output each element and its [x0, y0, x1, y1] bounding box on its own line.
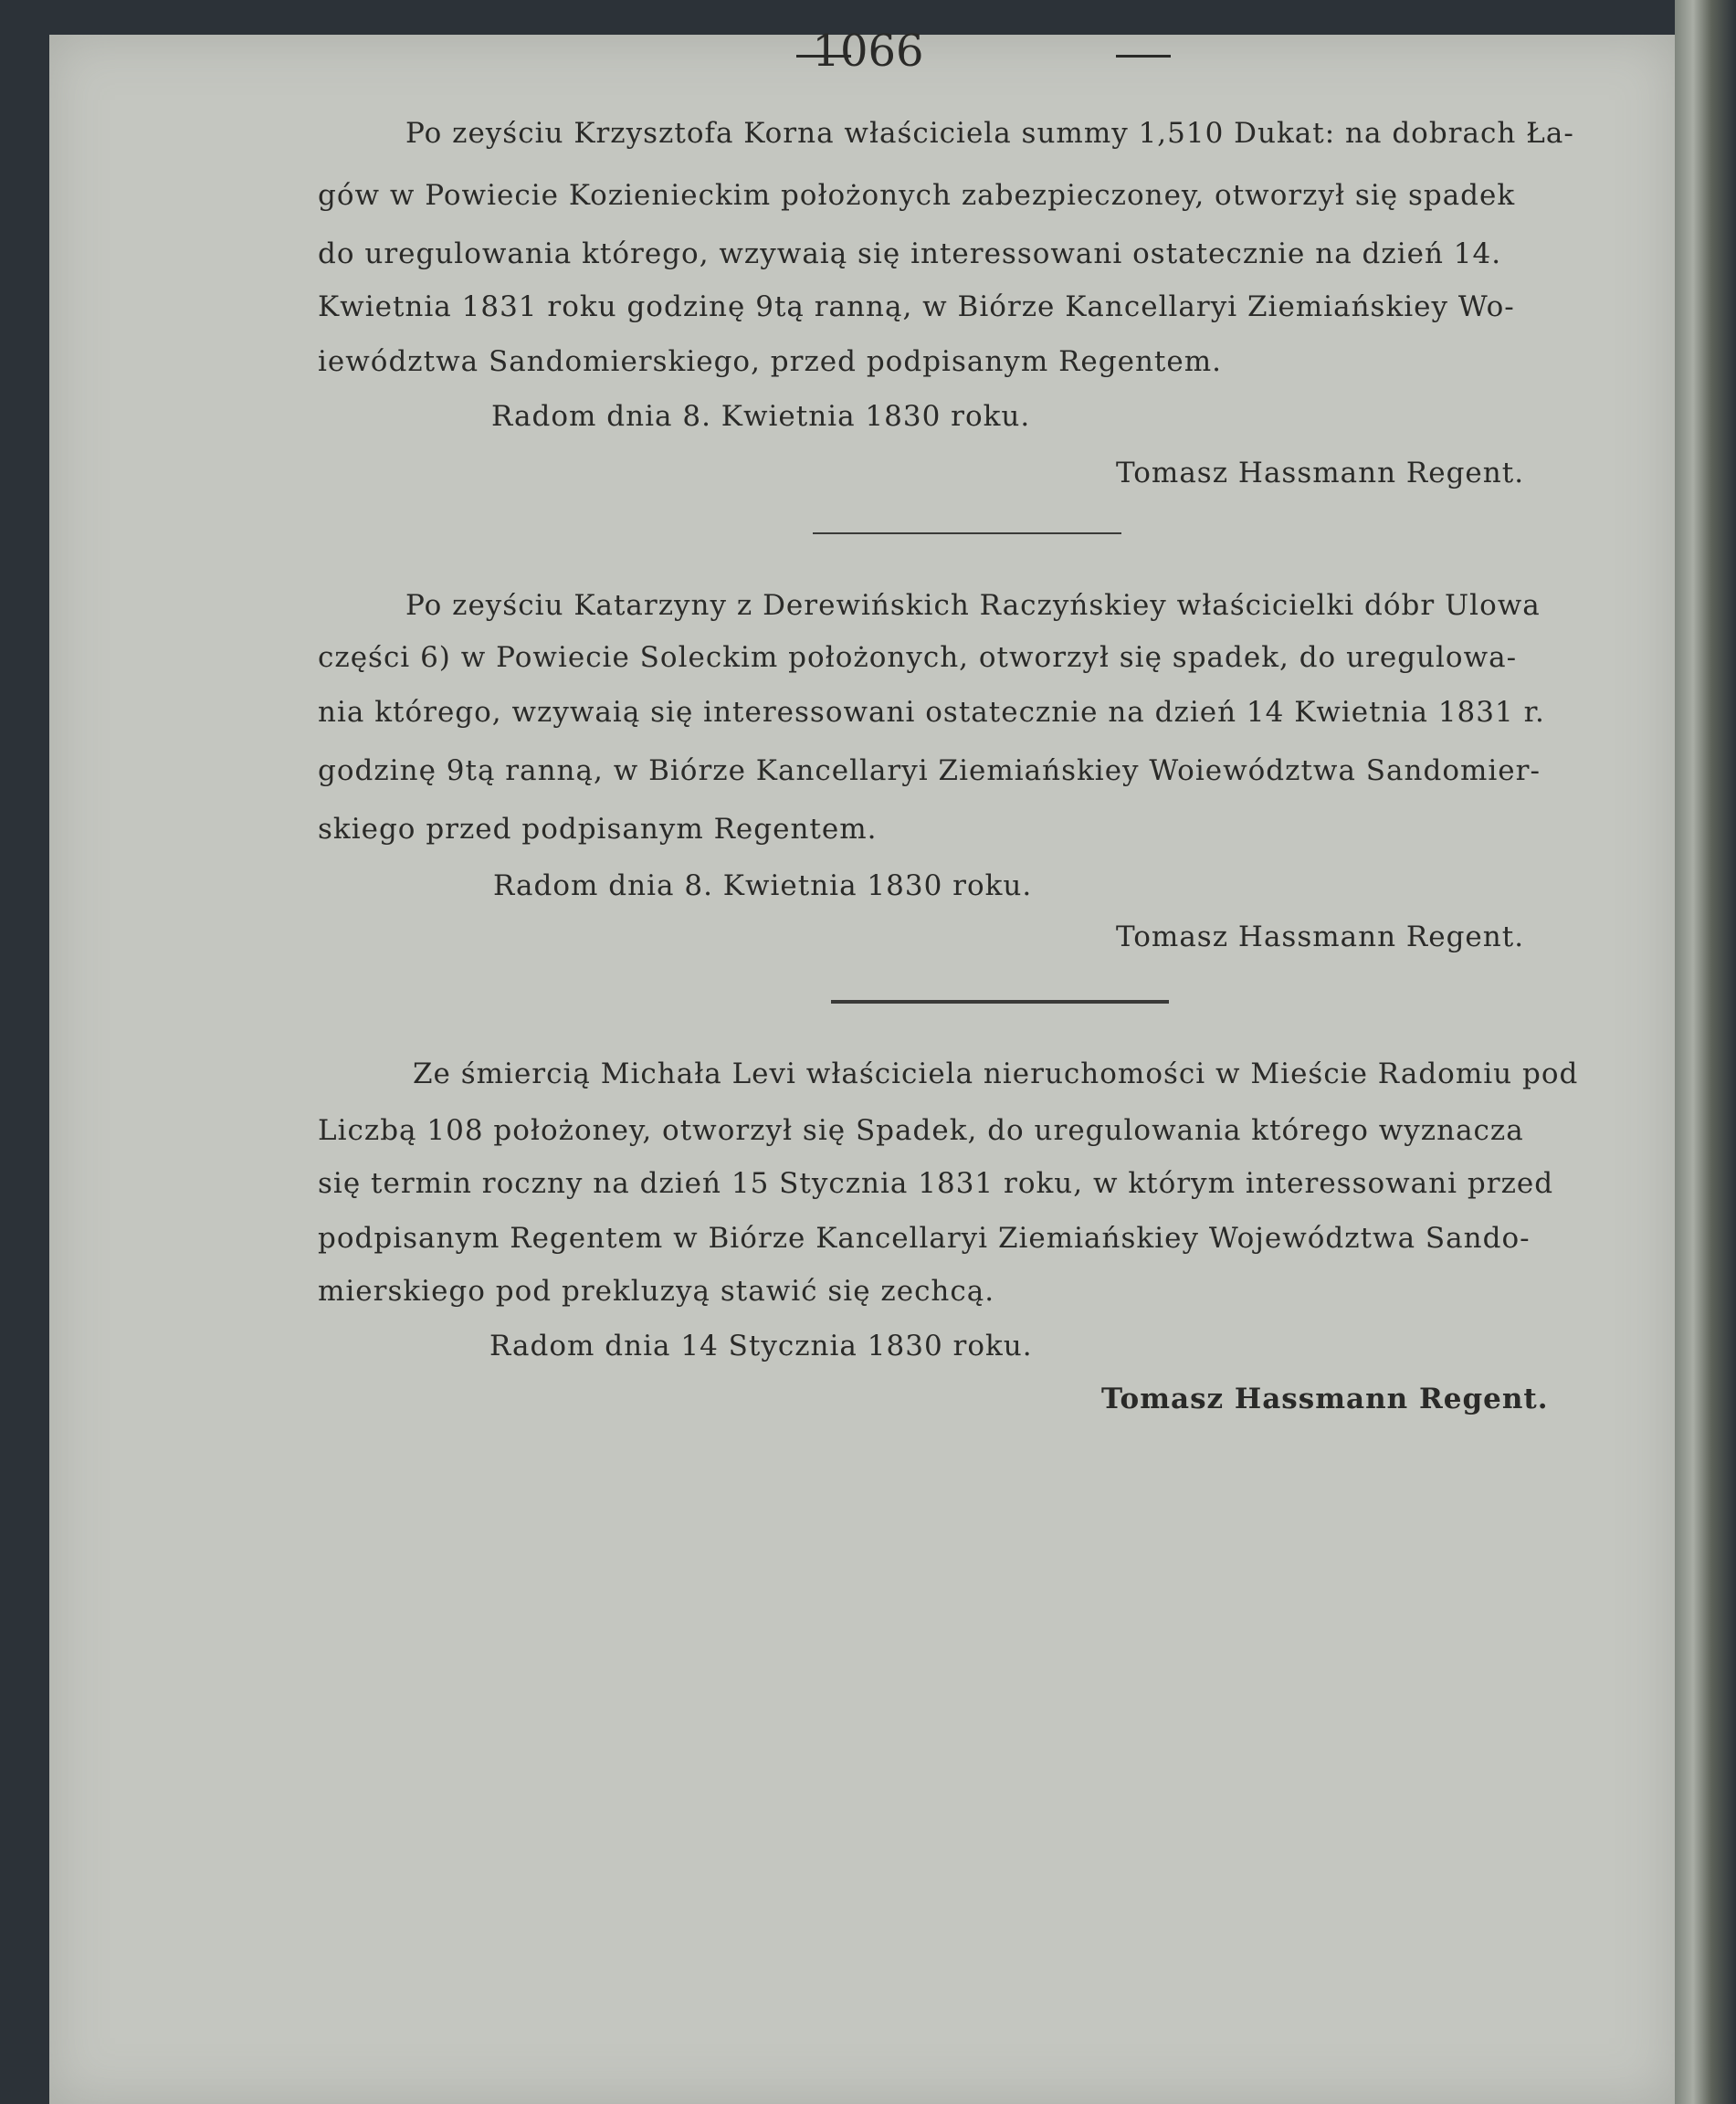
notice-line: podpisanym Regentem w Biórze Kancellaryi Ziemiańskiey Województwa Sando- [318, 1222, 1531, 1255]
page-number-right-dash [1116, 55, 1171, 58]
notice-line: Po zeyściu Krzysztofa Korna właściciela summy 1,510 Dukat: na dobrach Ła- [405, 117, 1574, 150]
notice-signature: Tomasz Hassmann Regent. [1116, 457, 1525, 489]
notice-line: do uregulowania którego, wzywaią się interessowani ostatecznie na dzień 14. [318, 237, 1502, 270]
notice-line: gów w Powiecie Kozienieckim położonych zabezpieczoney, otworzył się spadek [318, 179, 1516, 212]
notice-line: skiego przed podpisanym Regentem. [318, 813, 878, 846]
page-binding-edge [1675, 0, 1736, 2104]
notice-date: Radom dnia 14 Stycznia 1830 roku. [489, 1330, 1033, 1362]
notice-line: Liczbą 108 położoney, otworzył się Spadek, do uregulowania którego wyznacza [318, 1114, 1524, 1147]
notice-line: się termin roczny na dzień 15 Stycznia 1831 roku, w którym interessowani przed [318, 1167, 1554, 1200]
notice-line: części 6) w Powiecie Soleckim położonych, otworzył się spadek, do uregulowa- [318, 641, 1518, 674]
notice-line: nia którego, wzywaią się interessowani ostatecznie na dzień 14 Kwietnia 1831 r. [318, 696, 1545, 729]
separator-rule [813, 532, 1121, 534]
notice-date: Radom dnia 8. Kwietnia 1830 roku. [491, 400, 1031, 433]
notice-signature: Tomasz Hassmann Regent. [1101, 1383, 1549, 1415]
notice-line: Kwietnia 1831 roku godzinę 9tą ranną, w Biórze Kancellaryi Ziemiańskiey Wo- [318, 290, 1515, 323]
notice-date: Radom dnia 8. Kwietnia 1830 roku. [493, 869, 1033, 902]
page-number: 1066 [812, 26, 924, 77]
notice-line: Ze śmiercią Michała Levi właściciela nieruchomości w Mieście Radomiu pod [413, 1057, 1579, 1090]
notice-signature: Tomasz Hassmann Regent. [1116, 920, 1525, 953]
notice-line: mierskiego pod prekluzyą stawić się zechcą. [318, 1275, 995, 1308]
notice-line: Po zeyściu Katarzyny z Derewińskich Raczyńskiey właścicielki dóbr Ulowa [405, 589, 1541, 622]
notice-line: iewództwa Sandomierskiego, przed podpisanym Regentem. [318, 345, 1222, 378]
notice-line: godzinę 9tą ranną, w Biórze Kancellaryi Ziemiańskiey Woiewództwa Sandomier- [318, 754, 1541, 787]
separator-rule [831, 1000, 1169, 1004]
